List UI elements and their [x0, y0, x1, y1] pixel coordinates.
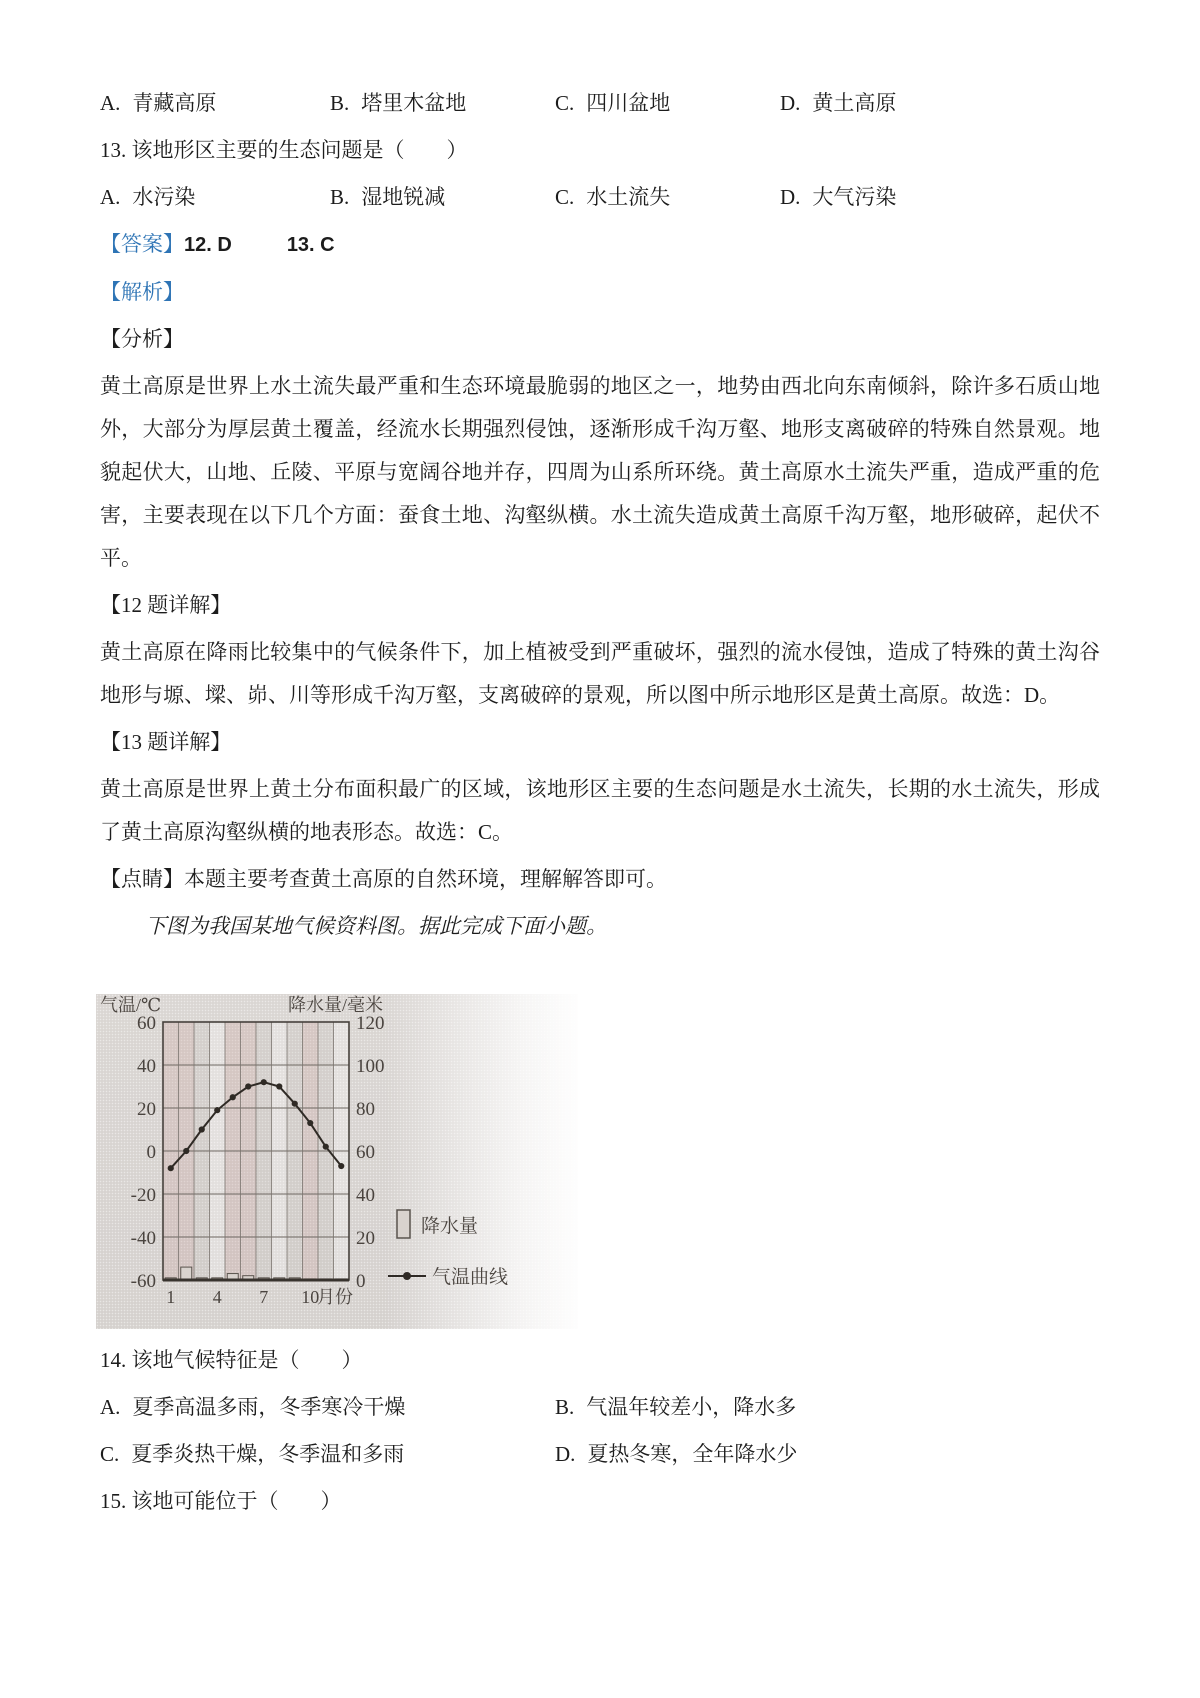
climate-chart	[96, 994, 578, 1329]
legend-precipitation-label: 降水量	[421, 1216, 479, 1237]
option-text: 黄土高原	[812, 91, 897, 115]
left-tick-label: -40	[130, 1228, 156, 1249]
temperature-point	[338, 1163, 344, 1169]
right-tick-label: 100	[356, 1056, 385, 1077]
fenxi-tag: 【分析】	[100, 327, 184, 351]
answer-tag: 【答案】	[100, 232, 184, 256]
temperature-point	[199, 1126, 205, 1132]
temperature-point	[261, 1079, 267, 1085]
option-item	[780, 82, 1100, 125]
x-tick-label: 10	[301, 1287, 320, 1307]
left-tick-label: -60	[130, 1271, 156, 1292]
detail12-tag: 【12 题详解】	[100, 593, 232, 617]
option-text: 大气污染	[812, 185, 897, 209]
option-text: 塔里木盆地	[361, 91, 467, 115]
option-text: 青藏高原	[132, 91, 217, 115]
option-item	[100, 1433, 555, 1476]
left-tick-label: 0	[146, 1142, 156, 1163]
dianjing-text: 本题主要考查黄土高原的自然环境，理解解答即可。	[184, 867, 667, 891]
precipitation-bar	[181, 1267, 192, 1280]
temperature-point	[183, 1148, 189, 1154]
temperature-point	[276, 1083, 282, 1089]
option-label: D.	[780, 185, 801, 209]
answer-value: 13. C	[286, 234, 335, 256]
q14-options-row1	[100, 1386, 1100, 1429]
option-item	[100, 176, 330, 219]
left-axis-title: 气温/℃	[100, 995, 162, 1015]
option-label: B.	[330, 185, 350, 209]
option-item	[100, 82, 330, 125]
right-tick-label: 0	[356, 1271, 366, 1292]
temperature-point	[168, 1165, 174, 1171]
temperature-point	[214, 1107, 220, 1113]
option-label: C.	[555, 185, 575, 209]
right-tick-label: 120	[356, 1013, 385, 1034]
option-label: D.	[555, 1442, 576, 1466]
dianjing-line	[100, 858, 1100, 901]
left-tick-label: -20	[130, 1185, 156, 1206]
analysis-paragraph: 黄土高原是世界上水土流失最严重和生态环境最脆弱的地区之一，地势由西北向东南倾斜，除许多石质山地外，大部分为厚层黄土覆盖，经流水长期强烈侵蚀，逐渐形成千沟万壑、地形支离破碎的特殊自然景观。地貌起伏大，山地、丘陵、平原与宽阔谷地并存，四周为山系所环绕。黄土高原水土流失严重，造成严重的危害，主要表现在以下几个方面：蚕食土地、沟壑纵横。水土流失造成黄土高原千沟万壑，地形破碎，起伏不平。	[100, 374, 1100, 570]
answer-value: 12. D	[184, 234, 232, 256]
option-text: 水土流失	[586, 185, 671, 209]
option-label: C.	[555, 91, 575, 115]
dianjing-tag: 【点睛】	[100, 867, 184, 891]
x-tick-label: 1	[166, 1287, 176, 1307]
option-item	[100, 1386, 555, 1429]
temperature-point	[323, 1144, 329, 1150]
option-label: A.	[100, 185, 121, 209]
answer-line	[100, 223, 1100, 267]
legend-line-dot	[403, 1272, 411, 1280]
detail13-tag: 【13 题详解】	[100, 730, 232, 754]
option-label: A.	[100, 1395, 121, 1419]
option-text: 水污染	[132, 185, 196, 209]
option-item	[330, 82, 555, 125]
detail13-paragraph: 黄土高原是世界上黄土分布面积最广的区域，该地形区主要的生态问题是水土流失，长期的水土流失，形成了黄土高原沟壑纵横的地表形态。故选：C。	[100, 777, 1100, 844]
right-tick-label: 20	[356, 1228, 375, 1249]
q15-stem: 15. 该地可能位于（ ）	[100, 1489, 342, 1513]
climate-chart-svg	[96, 994, 578, 1329]
option-item	[555, 1386, 1100, 1429]
temperature-point	[307, 1120, 313, 1126]
option-label: A.	[100, 91, 121, 115]
option-item	[555, 1433, 1100, 1476]
legend-temperature-label: 气温曲线	[432, 1267, 509, 1288]
option-item	[780, 176, 1100, 219]
q14-options-row2	[100, 1433, 1100, 1476]
option-item	[330, 176, 555, 219]
right-tick-label: 60	[356, 1142, 375, 1163]
x-axis-title: 月份	[317, 1287, 354, 1307]
option-label: B.	[330, 91, 350, 115]
q14-stem: 14. 该地气候特征是（ ）	[100, 1348, 363, 1372]
x-tick-label: 4	[212, 1287, 222, 1307]
temperature-point	[230, 1094, 236, 1100]
option-text: 夏季高温多雨，冬季寒冷干燥	[132, 1395, 406, 1419]
temperature-point	[245, 1083, 251, 1089]
option-text: 夏季炎热干燥，冬季温和多雨	[131, 1442, 405, 1466]
q13-stem: 13. 该地形区主要的生态问题是（ ）	[100, 138, 468, 162]
option-text: 湿地锐减	[361, 185, 446, 209]
option-item	[555, 82, 780, 125]
right-tick-label: 80	[356, 1099, 375, 1120]
temperature-point	[292, 1101, 298, 1107]
option-item	[555, 176, 780, 219]
right-axis-title: 降水量/毫米	[288, 995, 384, 1015]
detail12-paragraph: 黄土高原在降雨比较集中的气候条件下，加上植被受到严重破坏，强烈的流水侵蚀，造成了特殊的黄土沟谷地形与塬、墚、峁、川等形成千沟万壑，支离破碎的景观，所以图中所示地形区是黄土高原。故选：D。	[100, 640, 1100, 707]
x-tick-label: 7	[259, 1287, 269, 1307]
left-tick-label: 60	[137, 1013, 156, 1034]
q13-options	[100, 176, 1100, 219]
option-text: 夏热冬寒，全年降水少	[587, 1442, 798, 1466]
option-text: 四川盆地	[586, 91, 671, 115]
intro-line: 下图为我国某地气候资料图。据此完成下面小题。	[145, 914, 608, 938]
option-label: B.	[555, 1395, 575, 1419]
right-tick-label: 40	[356, 1185, 375, 1206]
left-tick-label: 40	[137, 1056, 156, 1077]
q12-options	[100, 82, 1100, 125]
option-label: C.	[100, 1442, 120, 1466]
option-text: 气温年较差小，降水多	[586, 1395, 797, 1419]
legend-bar-icon	[397, 1210, 410, 1238]
left-tick-label: 20	[137, 1099, 156, 1120]
jiexi-tag: 【解析】	[100, 280, 184, 304]
option-label: D.	[780, 91, 801, 115]
